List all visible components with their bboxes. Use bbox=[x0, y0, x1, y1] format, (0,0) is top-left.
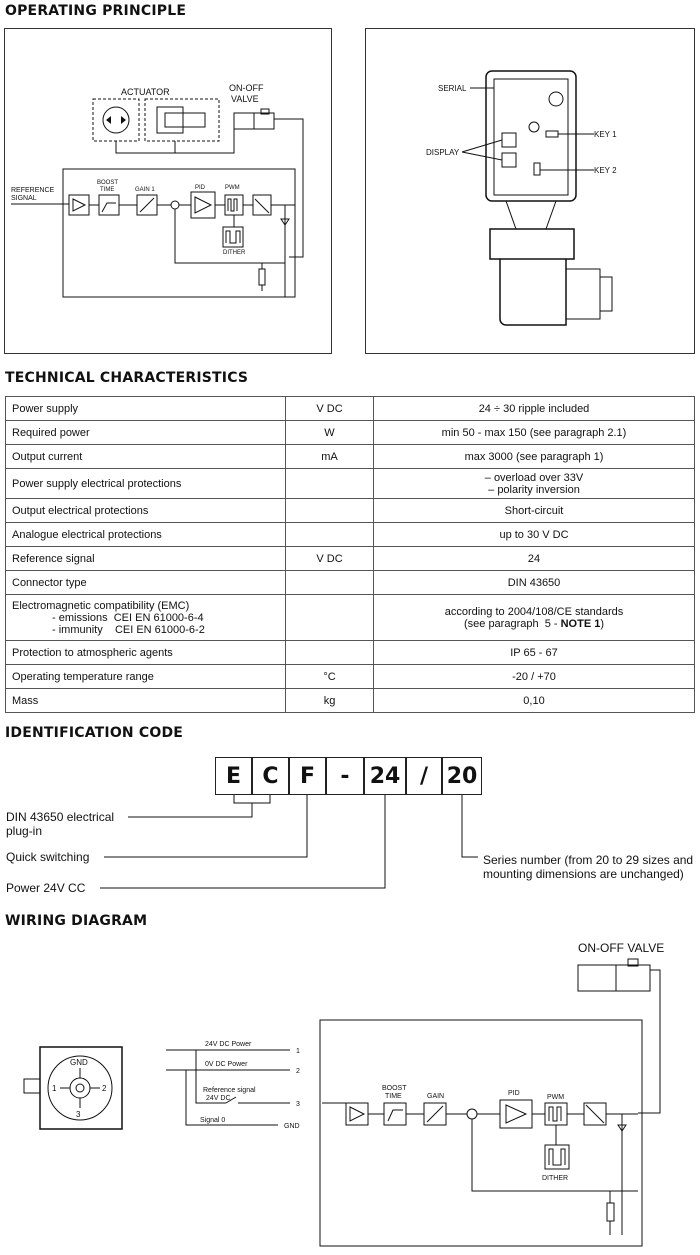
wiring-boost-label-1: BOOST bbox=[382, 1085, 407, 1092]
gain-label: GAIN 1 bbox=[135, 187, 155, 193]
row-label: Reference signal bbox=[6, 547, 286, 571]
row-value: 0,10 bbox=[374, 689, 695, 713]
reference-signal-label-2: SIGNAL bbox=[11, 195, 37, 202]
row-value: max 3000 (see paragraph 1) bbox=[374, 445, 695, 469]
row-unit bbox=[286, 571, 374, 595]
table-row bbox=[6, 595, 695, 641]
key1-button bbox=[546, 131, 558, 137]
boost-time-label-2: TIME bbox=[100, 187, 115, 193]
series-label-line: mounting dimensions are unchanged) bbox=[483, 867, 684, 881]
reference-signal-label-1: REFERENCE bbox=[11, 187, 55, 194]
pin-2-label: 2 bbox=[102, 1084, 107, 1093]
table-row bbox=[6, 397, 695, 421]
power0-label: 0V DC Power bbox=[205, 1061, 248, 1068]
wiring-gain-label: GAIN bbox=[427, 1093, 445, 1100]
note-reference: NOTE 1 bbox=[560, 617, 601, 630]
row-label: Required power bbox=[6, 421, 286, 445]
table-row bbox=[6, 689, 695, 713]
wiring-pwm-label: PWM bbox=[547, 1094, 565, 1101]
quick-switching-label: Quick switching bbox=[6, 850, 90, 864]
row-value: IP 65 - 67 bbox=[374, 641, 695, 665]
wiring-dither-label: DITHER bbox=[542, 1175, 569, 1182]
device-drawing bbox=[366, 29, 696, 355]
section-title-technical: TECHNICAL CHARACTERISTICS bbox=[5, 370, 249, 386]
value-line: according to 2004/108/CE standards bbox=[444, 605, 624, 618]
terminal-pin-2: 2 bbox=[296, 1068, 300, 1075]
serial-label: SERIAL bbox=[438, 84, 467, 93]
row-value: 24 bbox=[374, 547, 695, 571]
din-label-line: plug-in bbox=[6, 824, 43, 838]
row-label bbox=[6, 595, 286, 641]
key1-label: KEY 1 bbox=[594, 130, 617, 139]
row-value: up to 30 V DC bbox=[374, 523, 695, 547]
dither-label: DITHER bbox=[223, 250, 246, 256]
row-unit: W bbox=[286, 421, 374, 445]
table-row bbox=[6, 469, 695, 499]
section-title-operating-principle: OPERATING PRINCIPLE bbox=[5, 3, 187, 19]
row-unit: °C bbox=[286, 665, 374, 689]
terminal-gnd: GND bbox=[284, 1123, 300, 1130]
row-label: Operating temperature range bbox=[6, 665, 286, 689]
terminal-pin-1: 1 bbox=[296, 1048, 300, 1055]
terminal-pin-3: 3 bbox=[296, 1101, 300, 1108]
actuator-cylinder-box bbox=[145, 99, 219, 141]
section-title-wiring: WIRING DIAGRAM bbox=[5, 913, 148, 929]
row-unit: V DC bbox=[286, 547, 374, 571]
row-label: Connector type bbox=[6, 571, 286, 595]
block-diagram bbox=[5, 29, 333, 355]
power-label: Power 24V CC bbox=[6, 881, 86, 895]
technical-characteristics-table bbox=[5, 396, 695, 713]
pin-3-label: 3 bbox=[76, 1110, 81, 1119]
pin-1-label: 1 bbox=[52, 1084, 57, 1093]
row-unit bbox=[286, 595, 374, 641]
row-unit: kg bbox=[286, 689, 374, 713]
display-digit-1 bbox=[502, 133, 516, 147]
value-line: – polarity inversion bbox=[488, 483, 580, 496]
din-label bbox=[6, 810, 114, 838]
code-box-f: F bbox=[289, 757, 326, 795]
wiring-boost-label-2: TIME bbox=[385, 1093, 402, 1100]
wiring-shunt-resistor bbox=[607, 1203, 614, 1221]
series-label bbox=[483, 853, 693, 881]
section-title-identification: IDENTIFICATION CODE bbox=[5, 725, 184, 741]
row-value: -20 / +70 bbox=[374, 665, 695, 689]
code-box-20: 20 bbox=[442, 757, 482, 795]
display-label: DISPLAY bbox=[426, 148, 460, 157]
row-value bbox=[374, 469, 695, 499]
row-label: Output electrical protections bbox=[6, 499, 286, 523]
wiring-diagram bbox=[0, 935, 700, 1255]
shunt-resistor bbox=[259, 269, 265, 285]
row-unit bbox=[286, 499, 374, 523]
table-row bbox=[6, 499, 695, 523]
row-value bbox=[374, 595, 695, 641]
value-line bbox=[380, 618, 688, 630]
row-label: Mass bbox=[6, 689, 286, 713]
row-unit bbox=[286, 523, 374, 547]
row-unit bbox=[286, 469, 374, 499]
row-label: Power supply electrical protections bbox=[6, 469, 286, 499]
wiring-boost-block bbox=[384, 1103, 406, 1125]
row-value: 24 ÷ 30 ripple included bbox=[374, 397, 695, 421]
onoff-valve-label-2: VALVE bbox=[231, 94, 259, 104]
key2-label: KEY 2 bbox=[594, 166, 617, 175]
row-unit: mA bbox=[286, 445, 374, 469]
ref-label-2: 24V DC bbox=[206, 1095, 231, 1102]
pid-label: PID bbox=[195, 185, 206, 191]
wiring-pwm-block bbox=[545, 1103, 567, 1125]
signal0-label: Signal 0 bbox=[200, 1117, 226, 1124]
row-value: DIN 43650 bbox=[374, 571, 695, 595]
key2-button bbox=[534, 163, 540, 175]
wiring-pid-label: PID bbox=[508, 1090, 520, 1097]
row-value: Short-circuit bbox=[374, 499, 695, 523]
summing-junction bbox=[171, 201, 179, 209]
row-unit bbox=[286, 641, 374, 665]
value-line: – overload over 33V bbox=[484, 471, 584, 484]
label-line: Electromagnetic compatibility (EMC) bbox=[12, 599, 190, 612]
table-row bbox=[6, 665, 695, 689]
table-row bbox=[6, 641, 695, 665]
wiring-summing-junction bbox=[467, 1109, 477, 1119]
row-unit: V DC bbox=[286, 397, 374, 421]
power24-label: 24V DC Power bbox=[205, 1041, 252, 1048]
row-label: Analogue electrical protections bbox=[6, 523, 286, 547]
device-drawing-panel bbox=[365, 28, 695, 354]
connector-nut bbox=[490, 229, 574, 259]
row-label: Output current bbox=[6, 445, 286, 469]
table-row bbox=[6, 547, 695, 571]
wiring-onoff-valve-label: ON-OFF VALVE bbox=[578, 941, 665, 955]
wiring-onoff-valve-icon bbox=[578, 965, 650, 991]
din-connector-drawing bbox=[24, 1047, 122, 1129]
actuator-label: ACTUATOR bbox=[121, 87, 170, 97]
display-digit-2 bbox=[502, 153, 516, 167]
boost-time-label-1: BOOST bbox=[97, 180, 119, 186]
code-box-c: C bbox=[252, 757, 289, 795]
table-row bbox=[6, 421, 695, 445]
label-line: - immunity CEI EN 61000-6-2 bbox=[52, 623, 205, 636]
cylinder-icon bbox=[157, 107, 183, 133]
table-row bbox=[6, 523, 695, 547]
series-label-line: Series number (from 20 to 29 sizes and bbox=[483, 853, 694, 867]
value-text: (see paragraph 5 - bbox=[463, 617, 561, 630]
code-box-slash: / bbox=[406, 757, 442, 795]
table-row bbox=[6, 571, 695, 595]
onoff-valve-label-1: ON-OFF bbox=[229, 83, 264, 93]
code-box-dash: - bbox=[326, 757, 364, 795]
row-value: min 50 - max 150 (see paragraph 2.1) bbox=[374, 421, 695, 445]
table-row bbox=[6, 445, 695, 469]
controller-box bbox=[63, 169, 295, 297]
din-label-line: DIN 43650 electrical bbox=[6, 810, 115, 824]
row-label: Power supply bbox=[6, 397, 286, 421]
code-box-e: E bbox=[215, 757, 252, 795]
ref-label-1: Reference signal bbox=[203, 1087, 256, 1094]
value-text: ) bbox=[600, 617, 605, 630]
row-label: Protection to atmospheric agents bbox=[6, 641, 286, 665]
actuator-motor-box bbox=[93, 99, 139, 141]
cable-gland bbox=[566, 269, 600, 319]
operating-principle-diagram-panel bbox=[4, 28, 332, 354]
pwm-label: PWM bbox=[225, 185, 240, 191]
device-housing bbox=[486, 71, 576, 201]
label-line: - emissions CEI EN 61000-6-4 bbox=[52, 611, 204, 624]
code-box-24: 24 bbox=[364, 757, 406, 795]
connector-gnd-label: GND bbox=[70, 1058, 88, 1067]
wiring-controller-box bbox=[320, 1020, 642, 1246]
